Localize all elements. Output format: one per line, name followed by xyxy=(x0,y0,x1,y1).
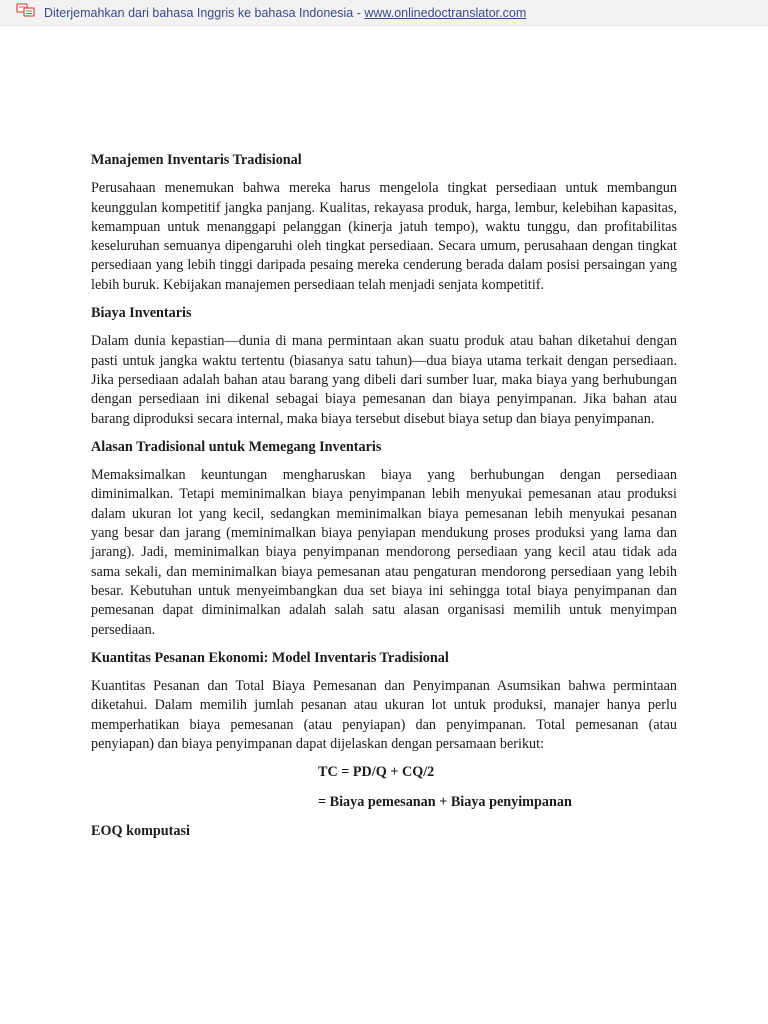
paragraph-traditional-reasons: Memaksimalkan keuntungan mengharuskan biaya yang berhubungan dengan persediaan diminimalkan. Tetapi meminimalkan biaya penyimpanan lebih menyukai pemesanan atau produksi dalam ukuran lot yang kecil, sedangkan meminimalkan biaya pemesanan lebih menyukai pesanan yang besar dan jarang (meminimalkan biaya penyiapan mendukung proses produksi yang lama dan jarang). Jadi, meminimalkan biaya penyimpanan mendorong persediaan yang kecil atau tidak ada sama sekali, dan meminimalkan biaya pemesanan atau pengaturan mendorong persediaan yang lebih besar. Kebutuhan untuk menyeimbangkan dua set biaya ini sehingga total biaya penyimpanan dan pemesanan dapat diminimalkan adalah salah satu alasan organisasi memilih untuk menyimpan persediaan. xyxy=(91,467,677,638)
banner-text xyxy=(44,6,526,20)
translator-link[interactable]: www.onlinedoctranslator.com xyxy=(364,6,527,20)
paragraph-inventory-costs: Dalam dunia kepastian—dunia di mana permintaan akan suatu produk atau bahan diketahui dengan pasti untuk jangka waktu tertentu (biasanya satu tahun)—dua biaya utama terkait dengan persediaan. Jika persediaan adalah bahan atau barang yang dibeli dari sumber luar, maka biaya yang berhubungan dengan persediaan ini dikenal sebagai biaya pemesanan dan biaya penyimpanan. Jika bahan atau barang diproduksi secara internal, maka biaya tersebut disebut biaya setup dan biaya penyimpanan. xyxy=(91,333,677,427)
paragraph-intro: Perusahaan menemukan bahwa mereka harus mengelola tingkat persediaan untuk membangun keunggulan kompetitif jangka panjang. Kualitas, rekayasa produk, harga, lembur, kelebihan kapasitas, kemampuan untuk menanggapi pelanggan (kinerja jatuh tempo), waktu tunggu, dan profitabilitas keseluruhan semuanya dipengaruhi oleh tingkat persediaan. Secara umum, perusahaan dengan tingkat persediaan yang lebih tinggi daripada pesaing mereka cenderung berada dalam posisi persaingan yang lebih buruk. Kebijakan manajemen persediaan telah menjadi senjata kompetitif. xyxy=(91,180,677,293)
formula-cost-breakdown: = Biaya pemesanan + Biaya penyimpanan xyxy=(318,793,572,810)
formula-total-cost: TC = PD/Q + CQ/2 xyxy=(318,764,435,781)
heading-inventory-costs: Biaya Inventaris xyxy=(91,305,192,322)
heading-eoq-model: Kuantitas Pesanan Ekonomi: Model Inventaris Tradisional xyxy=(91,649,449,666)
translator-logo-icon xyxy=(16,3,36,19)
document-body xyxy=(91,151,677,850)
heading-eoq-computation: EOQ komputasi xyxy=(91,822,190,839)
heading-traditional-inventory-management: Manajemen Inventaris Tradisional xyxy=(91,152,302,168)
paragraph-eoq-model: Kuantitas Pesanan dan Total Biaya Pemesanan dan Penyimpanan Asumsikan bahwa permintaan diketahui. Dalam memilih jumlah pesanan atau ukuran lot untuk produksi, manajer hanya perlu memperhatikan biaya pemesanan (atau penyiapan) dan penyimpanan. Total pemesanan (atau penyiapan) dan biaya penyimpanan dapat dijelaskan dengan persamaan berikut: xyxy=(91,678,677,753)
translator-banner xyxy=(0,0,768,26)
banner-prefix: Diterjemahkan dari bahasa Inggris ke bahasa Indonesia - xyxy=(44,6,365,20)
heading-traditional-reasons: Alasan Tradisional untuk Memegang Inventaris xyxy=(91,438,382,455)
